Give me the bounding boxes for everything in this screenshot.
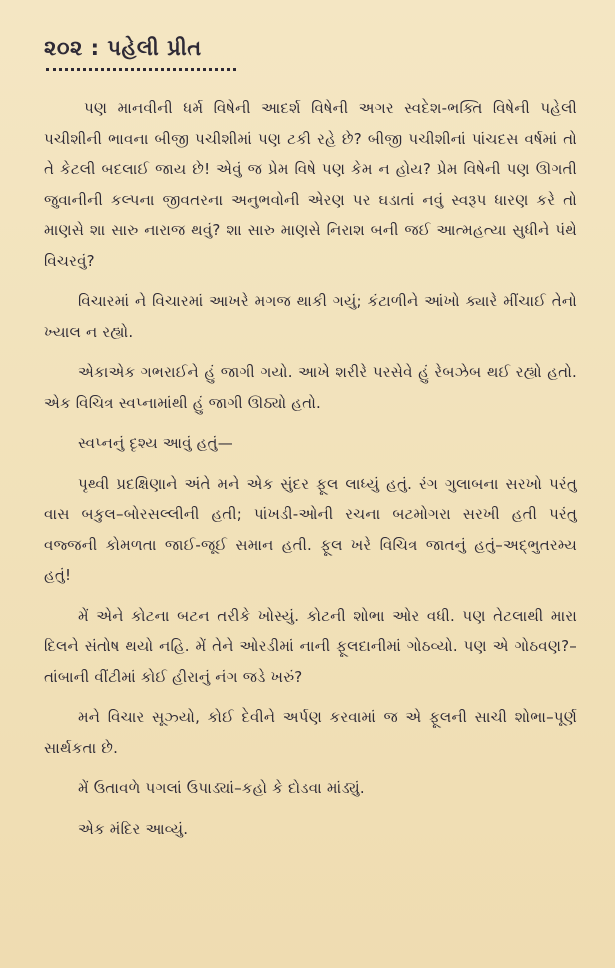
paragraph-9: એક મંદિર આવ્યું.	[78, 819, 189, 838]
paragraph-4: સ્વપ્નનું દૃશ્ય આવું હતું—	[78, 434, 233, 452]
running-head: ૨૦૨ : પહેલી પ્રીત	[44, 36, 202, 60]
paragraph-7: મને વિચાર સૂઝ્યો, કોઈ દેવીને અર્પણ કરવામાં જ એ ફૂલની સાચી શોભા–પૂર્ણ સાર્થકતા છે.	[44, 708, 577, 757]
paragraph-8: મેં ઉતાવળે પગલાં ઉપાડ્યાં–કહો કે દોડવા માંડ્યું.	[78, 779, 365, 797]
paragraph-2: વિચારમાં ને વિચારમાં આખરે મગજ થાકી ગયું; કંટાળીને આંખો ક્યારે મીંચાઈ તેનો ખ્યાલ ન રહ્યો.	[44, 292, 577, 341]
dotted-rule	[46, 68, 236, 71]
paragraph-1: પણ માનવીની ધર્મ વિષેની આદર્શ વિષેની અગર સ્વદેશ-ભક્તિ વિષેની પહેલી પચીશીની ભાવના બીજી પચીશીમાં પણ ટકી રહે છે? બીજી પચીશીનાં પાંચદસ વર્ષમાં તો તે કેટલી બદલાઈ જાય છે! એવું જ પ્રેમ વિષે પણ કેમ ન હોય? પ્રેમ વિષેની પણ ઊગતી જુવાનીની કલ્પના જીવતરના અનુભવોની એરણ પર ઘડાતાં નવું સ્વરૂપ ધારણ કરે તો માણસે શા સારુ નારાજ થવું? શા સારુ માણસે નિરાશ બની જઈ આત્મહત્યા સુધીને પંથે વિચરવું?	[44, 99, 577, 270]
paragraph-3: એકાએક ગભરાઈને હું જાગી ગયો. આખે શરીરે પરસેવે હું રેબઝેબ થઈ રહ્યો હતો. એક વિચિત્ર સ્વપ્નામાંથી હું જાગી ઊઠ્યો હતો.	[44, 363, 577, 412]
paragraph-5: પૃથ્વી પ્રદક્ષિણાને અંતે મને એક સુંદર ફૂલ લાધ્યું હતું. રંગ ગુલાબના સરખો પરંતુ વાસ બકુલ–બોરસલ્લીની હતી; પાંખડી-ઓની રચના બટમોગરા સરખી હતી પરંતુ વજ્જની કોમળતા જાઈ-જૂઈ સમાન હતી. ફૂલ ખરે વિચિત્ર જાતનું હતું–અદ્ભુતરમ્ય હતું!	[44, 474, 577, 584]
paragraph-6: મેં એને કોટના બટન તરીકે ખોસ્યું. કોટની શોભા ઓર વધી. પણ તેટલાથી મારા દિલને સંતોષ થયો નહિ. મેં તેને ઓરડીમાં નાની ફૂલદાનીમાં ગોઠવ્યો. પણ એ ગોઠવણ?–તાંબાની વીંટીમાં કોઈ હીરાનું નંગ જડે ખરું?	[44, 606, 577, 686]
